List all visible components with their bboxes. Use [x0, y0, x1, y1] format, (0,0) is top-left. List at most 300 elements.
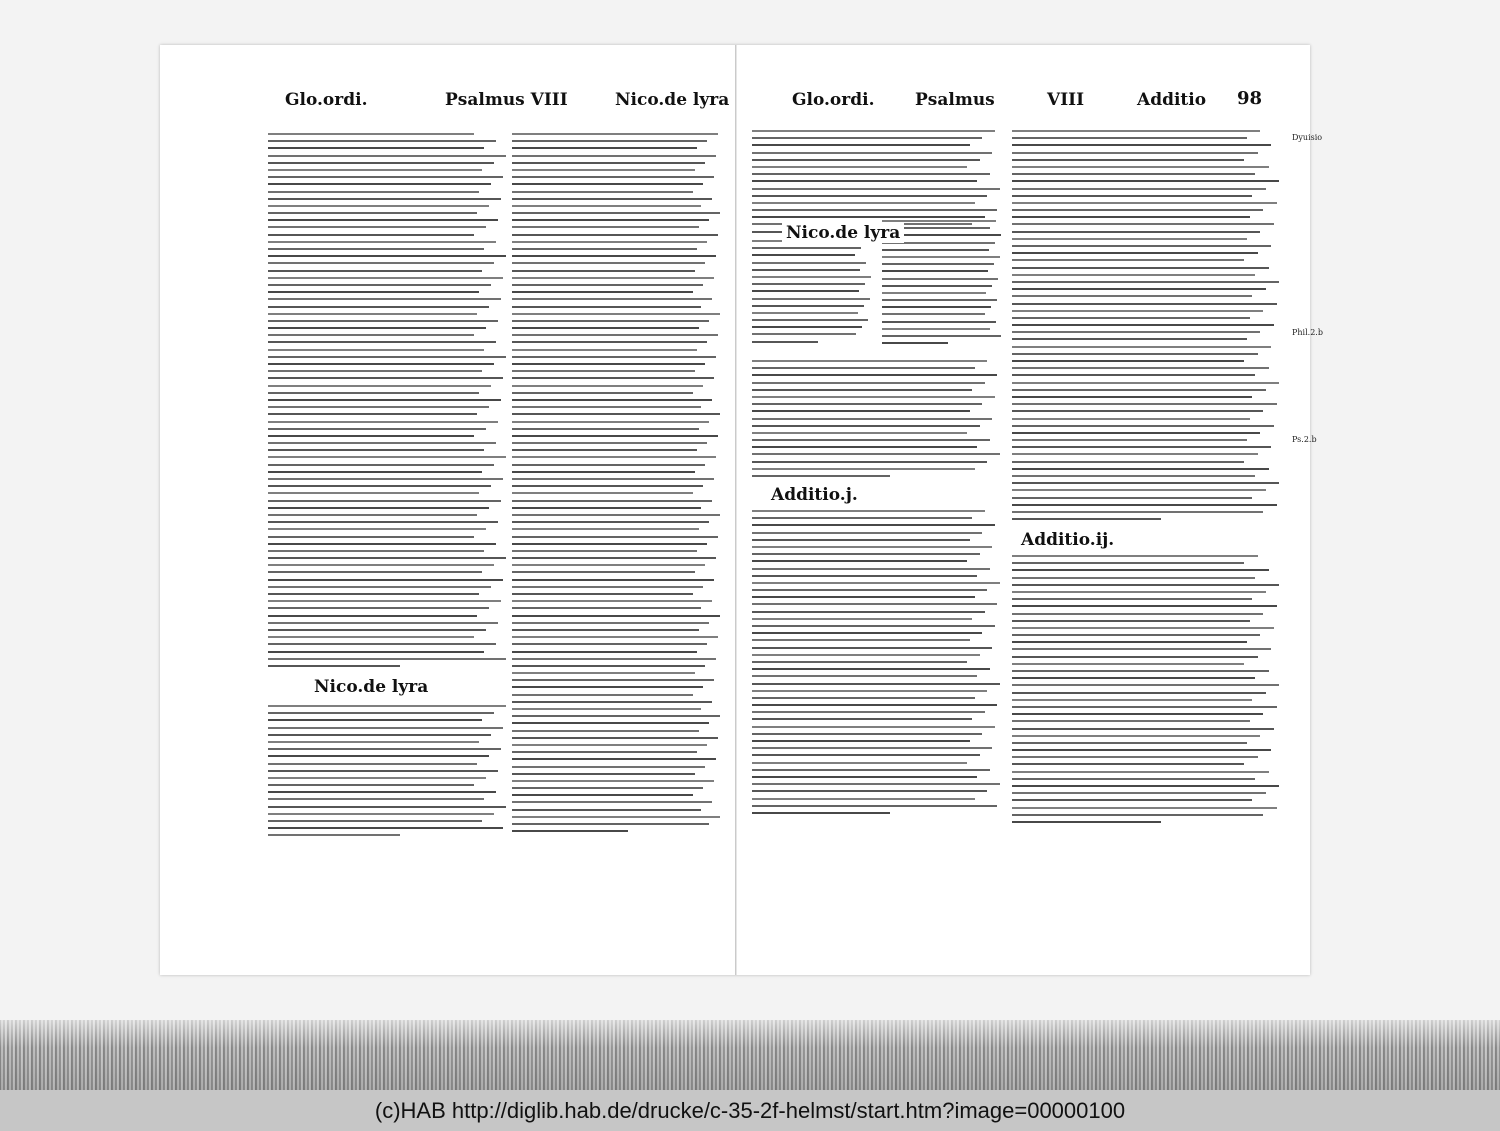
- text-line: [512, 715, 720, 717]
- right-running-head-gloss: Glo.ordi.: [792, 90, 875, 110]
- text-line: [752, 603, 997, 605]
- text-line: [512, 262, 705, 264]
- text-line: [752, 173, 990, 175]
- text-line: [512, 794, 693, 796]
- text-line: [268, 183, 491, 185]
- text-line: [1012, 656, 1258, 658]
- text-line: [268, 651, 484, 653]
- text-line: [1012, 360, 1244, 362]
- text-line: [268, 485, 491, 487]
- left-running-head-gloss: Glo.ordi.: [285, 90, 368, 110]
- text-line: [268, 820, 482, 822]
- text-line: [1012, 295, 1252, 297]
- text-line: [1012, 324, 1274, 326]
- text-line: [268, 798, 484, 800]
- text-line: [512, 600, 712, 602]
- text-line: [268, 399, 501, 401]
- text-line: [1012, 756, 1258, 758]
- text-line: [752, 532, 982, 534]
- text-line: [752, 553, 980, 555]
- text-line: [752, 625, 995, 627]
- text-line: [268, 705, 506, 707]
- text-line: [268, 550, 484, 552]
- text-line: [268, 298, 501, 300]
- right-subhead-additio-1: Additio.j.: [767, 485, 862, 505]
- text-line: [1012, 720, 1250, 722]
- text-line: [752, 661, 967, 663]
- text-line: [882, 263, 994, 265]
- text-line: [752, 517, 972, 519]
- text-line: [752, 754, 980, 756]
- text-line: [752, 312, 858, 314]
- text-line: [512, 636, 718, 638]
- text-line: [752, 276, 871, 278]
- text-line: [268, 377, 503, 379]
- text-line: [268, 140, 496, 142]
- text-line: [268, 741, 479, 743]
- text-line: [512, 183, 703, 185]
- text-line: [512, 730, 699, 732]
- text-line: [512, 564, 705, 566]
- text-line: [752, 568, 990, 570]
- text-line: [1012, 706, 1277, 708]
- text-line: [512, 737, 718, 739]
- text-line: [512, 248, 697, 250]
- text-line: [1012, 504, 1277, 506]
- text-line: [1012, 223, 1274, 225]
- text-line: [512, 758, 716, 760]
- text-line: [752, 776, 977, 778]
- text-line: [268, 564, 494, 566]
- text-line: [752, 262, 866, 264]
- text-line: [1012, 577, 1255, 579]
- text-line: [752, 611, 985, 613]
- text-line: [268, 665, 400, 667]
- text-line: [512, 550, 697, 552]
- text-line: [512, 773, 695, 775]
- text-line: [268, 557, 506, 559]
- text-line: [268, 615, 477, 617]
- text-line: [752, 812, 890, 814]
- text-line: [752, 425, 980, 427]
- text-line: [1012, 418, 1250, 420]
- text-line: [752, 283, 865, 285]
- text-line: [752, 188, 1000, 190]
- text-line: [268, 262, 494, 264]
- text-line: [268, 521, 498, 523]
- text-line: [512, 377, 714, 379]
- text-line: [512, 722, 709, 724]
- text-line: [1012, 699, 1252, 701]
- text-line: [752, 453, 1000, 455]
- text-line: [752, 389, 972, 391]
- text-line: [1012, 245, 1271, 247]
- text-line: [752, 805, 997, 807]
- text-line: [752, 195, 987, 197]
- text-line: [752, 159, 980, 161]
- text-line: [268, 600, 501, 602]
- text-line: [512, 270, 695, 272]
- text-line: [268, 571, 482, 573]
- text-line: [268, 356, 506, 358]
- text-line: [1012, 238, 1247, 240]
- left-column-second-text: [512, 133, 722, 845]
- text-line: [752, 305, 864, 307]
- text-line: [512, 801, 712, 803]
- text-line: [512, 155, 716, 157]
- text-line: [1012, 749, 1271, 751]
- text-line: [512, 356, 716, 358]
- text-line: [512, 830, 628, 832]
- text-line: [512, 557, 716, 559]
- text-line: [268, 234, 474, 236]
- text-line: [512, 787, 703, 789]
- text-line: [1012, 396, 1252, 398]
- text-line: [512, 471, 695, 473]
- text-line: [1012, 771, 1269, 773]
- text-line: [882, 270, 988, 272]
- text-line: [268, 643, 496, 645]
- left-column-commentary-text: [268, 705, 508, 845]
- text-line: [512, 341, 707, 343]
- text-line: [752, 546, 992, 548]
- text-line: [268, 791, 496, 793]
- text-line: [1012, 634, 1260, 636]
- text-line: [1012, 195, 1252, 197]
- text-line: [1012, 569, 1269, 571]
- text-line: [752, 367, 975, 369]
- text-line: [268, 385, 491, 387]
- text-line: [1012, 613, 1263, 615]
- left-running-head: [160, 90, 735, 122]
- text-line: [882, 220, 996, 222]
- text-line: [1012, 778, 1255, 780]
- text-line: [752, 704, 997, 706]
- text-line: [512, 500, 712, 502]
- text-line: [1012, 482, 1279, 484]
- text-line: [512, 629, 699, 631]
- text-line: [268, 748, 501, 750]
- text-line: [268, 478, 503, 480]
- text-line: [1012, 173, 1255, 175]
- text-line: [1012, 152, 1258, 154]
- text-line: [752, 418, 992, 420]
- text-line: [268, 421, 498, 423]
- footer-bar: [0, 1090, 1500, 1131]
- text-line: [1012, 453, 1258, 455]
- text-line: [752, 396, 995, 398]
- text-line: [512, 147, 697, 149]
- text-line: [752, 798, 975, 800]
- text-line: [512, 284, 703, 286]
- margin-note-phil: Phil.2.b: [1292, 328, 1323, 337]
- text-line: [752, 461, 987, 463]
- text-line: [1012, 605, 1277, 607]
- text-line: [268, 770, 498, 772]
- text-line: [752, 668, 990, 670]
- text-line: [1012, 763, 1244, 765]
- text-line: [512, 385, 703, 387]
- text-line: [752, 209, 997, 211]
- text-line: [1012, 807, 1277, 809]
- text-line: [512, 406, 701, 408]
- text-line: [268, 334, 474, 336]
- text-line: [512, 392, 693, 394]
- text-line: [512, 212, 720, 214]
- text-line: [752, 290, 859, 292]
- text-line: [512, 277, 714, 279]
- text-line: [268, 363, 494, 365]
- text-line: [752, 740, 970, 742]
- text-line: [752, 446, 977, 448]
- text-line: [512, 363, 705, 365]
- text-line: [512, 766, 705, 768]
- text-line: [512, 435, 718, 437]
- text-line: [268, 147, 484, 149]
- microfilm-edge-shading: [0, 1020, 1500, 1090]
- text-line: [1012, 728, 1274, 730]
- text-line: [882, 313, 985, 315]
- text-line: [512, 780, 714, 782]
- text-line: [1012, 713, 1263, 715]
- text-line: [752, 475, 890, 477]
- text-line: [512, 291, 693, 293]
- text-line: [512, 442, 707, 444]
- text-line: [1012, 821, 1161, 823]
- text-line: [268, 471, 482, 473]
- text-line: [752, 403, 982, 405]
- text-line: [268, 442, 496, 444]
- text-line: [752, 783, 1000, 785]
- text-line: [512, 234, 718, 236]
- text-line: [512, 643, 707, 645]
- text-line: [512, 528, 699, 530]
- text-line: [268, 370, 482, 372]
- text-line: [752, 137, 982, 139]
- text-line: [512, 708, 701, 710]
- text-line: [268, 593, 479, 595]
- text-line: [752, 711, 985, 713]
- text-line: [268, 763, 477, 765]
- text-line: [752, 247, 861, 249]
- text-line: [1012, 288, 1266, 290]
- text-line: [512, 133, 718, 135]
- text-line: [512, 320, 709, 322]
- text-line: [512, 571, 695, 573]
- text-line: [1012, 231, 1260, 233]
- text-line: [1012, 814, 1263, 816]
- text-line: [752, 319, 868, 321]
- text-line: [752, 582, 1000, 584]
- margin-note-dyuisio: Dyuisio: [1292, 133, 1323, 142]
- text-line: [752, 326, 862, 328]
- text-line: [512, 255, 716, 257]
- text-line: [1012, 799, 1252, 801]
- text-line: [512, 816, 720, 818]
- text-line: [512, 464, 705, 466]
- text-line: [1012, 144, 1271, 146]
- text-line: [512, 327, 699, 329]
- text-line: [1012, 259, 1244, 261]
- text-line: [1012, 692, 1266, 694]
- text-line: [268, 806, 506, 808]
- text-line: [512, 162, 705, 164]
- text-line: [752, 690, 987, 692]
- text-line: [512, 399, 712, 401]
- text-line: [752, 382, 985, 384]
- text-line: [752, 130, 995, 132]
- text-line: [752, 152, 992, 154]
- text-line: [752, 790, 987, 792]
- text-line: [1012, 338, 1247, 340]
- text-line: [268, 327, 486, 329]
- text-line: [882, 292, 986, 294]
- text-line: [1012, 627, 1274, 629]
- text-line: [268, 349, 484, 351]
- text-line: [512, 306, 701, 308]
- text-line: [512, 449, 697, 451]
- text-line: [512, 744, 707, 746]
- text-line: [512, 514, 720, 516]
- text-line: [752, 374, 997, 376]
- right-running-head-additio: Additio: [1137, 90, 1207, 110]
- text-line: [512, 428, 699, 430]
- text-line: [1012, 310, 1263, 312]
- text-line: [752, 432, 967, 434]
- text-line: [752, 632, 982, 634]
- text-line: [1012, 346, 1271, 348]
- text-line: [1012, 209, 1263, 211]
- text-line: [1012, 317, 1250, 319]
- text-line: [512, 169, 695, 171]
- text-line: [1012, 374, 1255, 376]
- text-line: [512, 658, 716, 660]
- text-line: [882, 342, 948, 344]
- text-line: [268, 226, 486, 228]
- text-line: [1012, 518, 1161, 520]
- text-line: [1012, 188, 1266, 190]
- text-line: [752, 144, 970, 146]
- text-line: [1012, 591, 1266, 593]
- text-line: [268, 784, 474, 786]
- folio-number: 98: [1237, 88, 1263, 109]
- right-subhead-nicolas: Nico.de lyra: [782, 223, 904, 243]
- text-line: [268, 500, 501, 502]
- text-line: [268, 827, 503, 829]
- text-line: [1012, 489, 1266, 491]
- text-line: [512, 313, 720, 315]
- text-line: [512, 701, 712, 703]
- right-column-commentary-top: [752, 360, 1002, 485]
- text-line: [268, 636, 474, 638]
- text-line: [268, 755, 489, 757]
- text-line: [1012, 792, 1266, 794]
- text-line: [512, 651, 697, 653]
- text-line: [512, 456, 716, 458]
- right-column-additio-2-text: [1012, 555, 1282, 830]
- right-running-head-psalm: Psalmus: [915, 90, 995, 110]
- text-line: [1012, 267, 1269, 269]
- text-line: [1012, 446, 1271, 448]
- text-line: [512, 198, 712, 200]
- text-line: [752, 762, 967, 764]
- text-line: [1012, 684, 1279, 686]
- margin-note-ps: Ps.2.b: [1292, 435, 1317, 444]
- text-line: [882, 299, 997, 301]
- text-line: [268, 205, 489, 207]
- right-running-head: [737, 90, 1310, 122]
- right-column-second-text: [1012, 130, 1282, 530]
- text-line: [752, 769, 990, 771]
- text-line: [512, 672, 695, 674]
- text-line: [1012, 742, 1247, 744]
- text-line: [512, 823, 709, 825]
- text-line: [752, 341, 818, 343]
- text-line: [1012, 562, 1244, 564]
- text-line: [512, 521, 709, 523]
- text-line: [268, 449, 484, 451]
- text-line: [268, 622, 498, 624]
- text-line: [882, 285, 992, 287]
- left-subhead-nicolas: Nico.de lyra: [310, 677, 432, 697]
- text-line: [512, 176, 714, 178]
- text-line: [268, 212, 477, 214]
- text-line: [752, 524, 995, 526]
- text-line: [268, 528, 486, 530]
- text-line: [268, 579, 503, 581]
- text-line: [752, 166, 967, 168]
- text-line: [512, 579, 714, 581]
- text-line: [268, 492, 479, 494]
- text-line: [268, 586, 491, 588]
- text-line: [1012, 461, 1244, 463]
- text-line: [512, 349, 697, 351]
- text-line: [752, 575, 977, 577]
- text-line: [752, 269, 860, 271]
- left-column-gloss-text: [268, 133, 508, 675]
- text-line: [512, 334, 718, 336]
- text-line: [1012, 410, 1263, 412]
- text-line: [752, 718, 972, 720]
- text-line: [1012, 389, 1266, 391]
- text-line: [268, 629, 486, 631]
- text-line: [752, 726, 995, 728]
- text-line: [752, 333, 856, 335]
- text-line: [752, 410, 970, 412]
- text-line: [512, 421, 709, 423]
- text-line: [882, 306, 991, 308]
- text-line: [512, 809, 701, 811]
- text-line: [1012, 511, 1263, 513]
- text-line: [268, 543, 496, 545]
- text-line: [752, 180, 977, 182]
- text-line: [268, 306, 489, 308]
- text-line: [752, 298, 870, 300]
- book-spread: [160, 45, 1323, 975]
- left-page: [160, 45, 735, 975]
- text-line: [268, 658, 506, 660]
- text-line: [512, 226, 699, 228]
- right-column-additio-text: [752, 510, 1002, 820]
- text-line: [1012, 166, 1269, 168]
- text-line: [1012, 382, 1279, 384]
- text-line: [268, 514, 477, 516]
- text-line: [1012, 584, 1279, 586]
- text-line: [1012, 475, 1255, 477]
- text-line: [268, 313, 477, 315]
- text-line: [268, 413, 477, 415]
- text-line: [752, 539, 970, 541]
